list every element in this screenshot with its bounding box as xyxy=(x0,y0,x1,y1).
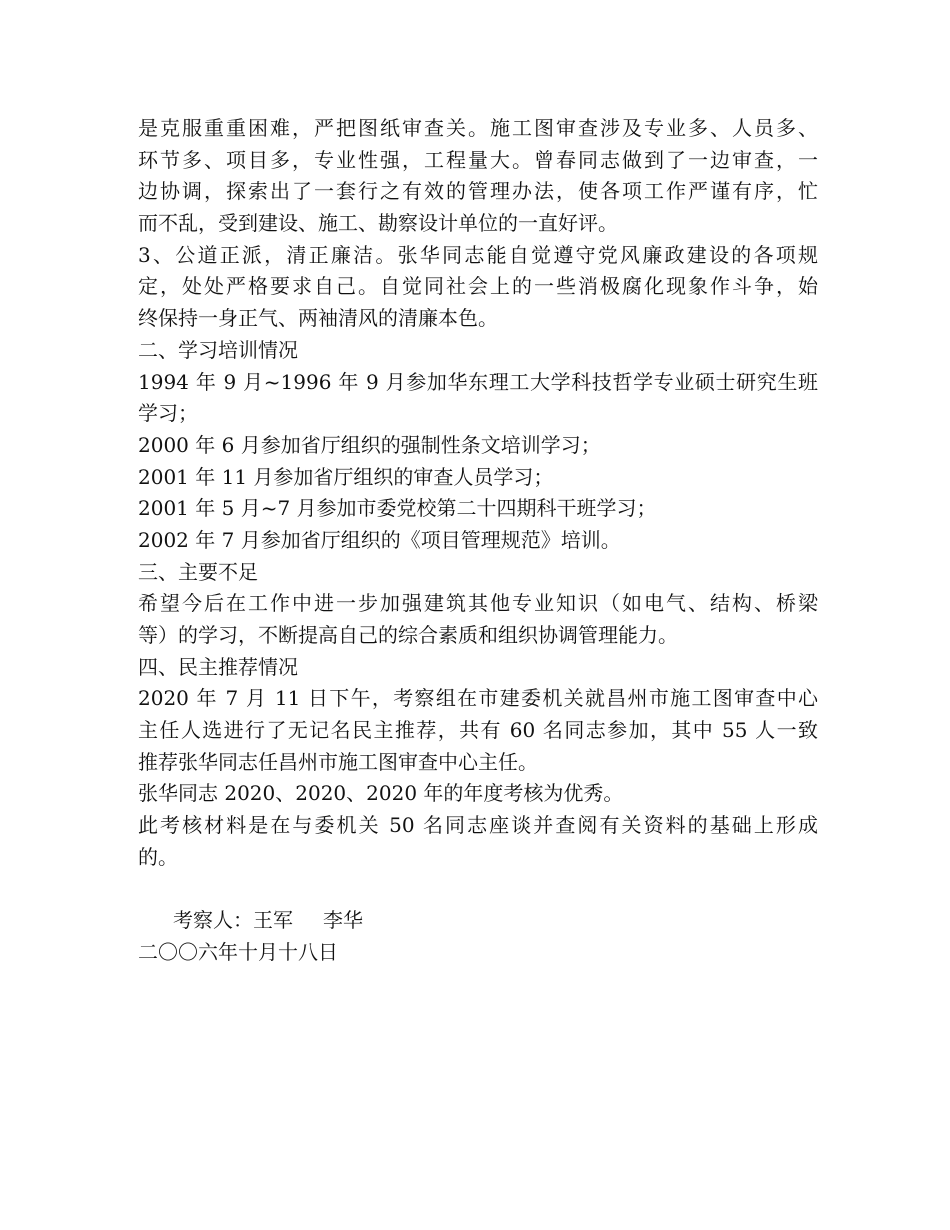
training-item: 2002 年 7 月参加省厅组织的《项目管理规范》培训。 xyxy=(138,527,621,552)
signature-label: 考察人：王军 xyxy=(173,908,293,933)
training-item: 2001 年 5 月~7 月参加市委党校第二十四期科干班学习； xyxy=(138,496,657,521)
text-line: 推荐张华同志任昌州市施工图审查中心主任。 xyxy=(138,749,538,774)
text-line: 是克服重重困难，严把图纸审查关。施工图审查涉及专业多、人员多、 xyxy=(138,116,818,140)
text-line: 的。 xyxy=(138,844,178,869)
text-line: 而不乱，受到建设、施工、勘察设计单位的一直好评。 xyxy=(138,211,618,236)
training-item: 2000 年 6 月参加省厅组织的强制性条文培训学习； xyxy=(138,432,601,457)
training-item: 1994 年 9 月~1996 年 9 月参加华东理工大学科技哲学专业硕士研究生班 xyxy=(138,369,818,394)
section-heading-training: 二、学习培训情况 xyxy=(138,337,298,362)
appraisal-line: 张华同志 2020、2020、2020 年的年度考核为优秀。 xyxy=(138,781,624,806)
text-line: 主任人选进行了无记名民主推荐，共有 60 名同志参加，其中 55 人一致 xyxy=(138,718,818,743)
section-heading-recommendation: 四、民主推荐情况 xyxy=(138,654,298,679)
text-line: 定，处处严格要求自己。自觉同社会上的一些消极腐化现象作斗争，始 xyxy=(138,274,818,299)
text-line: 希望今后在工作中进一步加强建筑其他专业知识（如电气、结构、桥梁 xyxy=(138,591,818,616)
signature-line xyxy=(138,905,818,937)
text-line: 环节多、项目多，专业性强，工程量大。曾春同志做到了一边审查，一 xyxy=(138,147,818,172)
text-line: 等）的学习，不断提高自己的综合素质和组织协调管理能力。 xyxy=(138,623,678,647)
section-heading-shortcomings: 三、主要不足 xyxy=(138,559,258,584)
date-line: 二〇〇六年十月十八日 xyxy=(138,939,338,964)
text-line: 终保持一身正气、两袖清风的清廉本色。 xyxy=(138,306,498,331)
text-line: 3、公道正派，清正廉洁。张华同志能自觉遵守党风廉政建设的各项规 xyxy=(138,242,818,267)
text-line: 此考核材料是在与委机关 50 名同志座谈并查阅有关资料的基础上形成 xyxy=(138,813,818,838)
document-body xyxy=(138,113,818,969)
signature-name: 李华 xyxy=(323,908,363,933)
training-item: 学习； xyxy=(138,401,198,426)
training-item: 2001 年 11 月参加省厅组织的审查人员学习； xyxy=(138,464,554,489)
blank-line xyxy=(138,874,818,906)
text-line: 边协调，探索出了一套行之有效的管理办法，使各项工作严谨有序，忙 xyxy=(138,179,818,204)
text-line: 2020 年 7 月 11 日下午，考察组在市建委机关就昌州市施工图审查中心 xyxy=(138,686,818,711)
